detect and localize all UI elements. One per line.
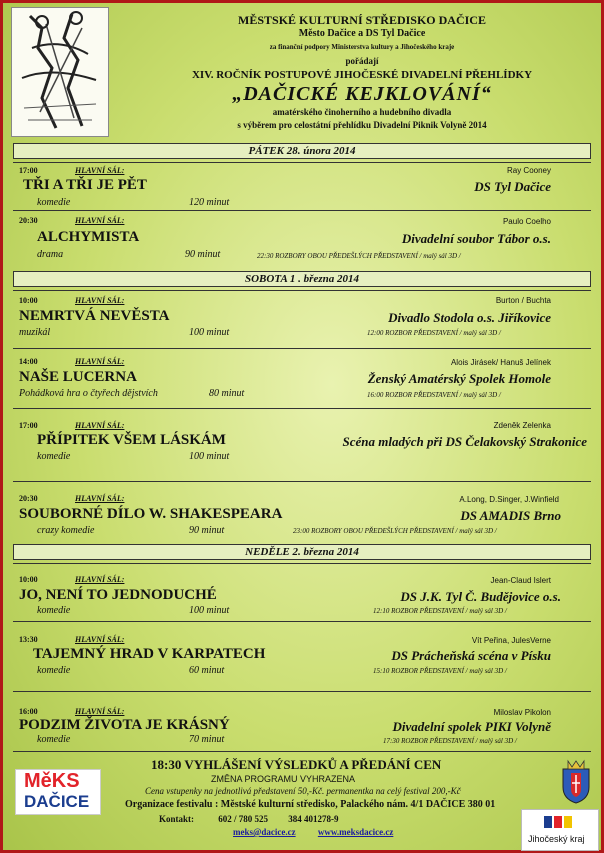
show-genre: Pohádková hra o čtyřech dějstvích <box>19 388 158 399</box>
show-ensemble: Divadelní soubor Tábor o.s. <box>401 231 551 246</box>
show-duration: 100 minut <box>189 451 230 462</box>
meks-logo-bottom: DAČICE <box>24 792 90 811</box>
show-duration: 100 minut <box>189 605 230 616</box>
show-time: 10:00 <box>19 575 38 584</box>
show-time: 17:00 <box>19 421 38 430</box>
region-logo-icon <box>522 812 598 834</box>
show-genre: muzikál <box>19 327 51 338</box>
show-title: NEMRTVÁ NEVĚSTA <box>19 308 170 324</box>
show-author: Vít Peřina, JulesVerne <box>471 636 551 645</box>
divider <box>13 563 591 564</box>
show-ensemble: Divadelní spolek PIKI Volyně <box>392 719 551 734</box>
divider <box>13 290 591 291</box>
show-time: 20:30 <box>19 216 38 225</box>
meks-logo-top: MěKS <box>24 770 80 792</box>
show-author: Ray Cooney <box>506 166 551 175</box>
co-organizer: Město Dačice a DS Tyl Dačice <box>298 28 426 39</box>
show-time: 10:00 <box>19 296 38 305</box>
show-ensemble: DS Prácheňská scéna v Písku <box>391 648 551 663</box>
divider <box>13 691 591 692</box>
show-title: ALCHYMISTA <box>37 229 140 245</box>
coat-of-arms-icon <box>559 759 593 805</box>
show-duration: 120 minut <box>189 197 230 208</box>
show-discussion: 12:10 ROZBOR PŘEDSTAVENÍ / malý sál 3D / <box>373 607 507 615</box>
divider <box>13 408 591 409</box>
show-duration: 70 minut <box>189 734 225 745</box>
ticket-prices: Cena vstupenky na jednotlivá představení 50,-Kč. permanentka na celý festival 200,-Kč <box>145 786 461 796</box>
contact-line <box>159 814 339 824</box>
show-author: Miloslav Pikolon <box>493 708 551 717</box>
show-discussion: 23:00 ROZBORY OBOU PŘEDEŠLÝCH PŘEDSTAVENÍ / malý sál 3D / <box>293 527 497 535</box>
show-duration: 60 minut <box>189 665 225 676</box>
festival-name: „DAČICKÉ KEJKLOVÁNÍ“ <box>232 83 492 105</box>
show-duration: 90 minut <box>185 249 221 260</box>
show-author: A.Long, D.Singer, J.Winfield <box>459 495 559 504</box>
organization-line: Organizace festivalu : Městské kulturní středisko, Palackého nám. 4/1 DAČICE 380 01 <box>125 799 496 810</box>
show-discussion: 17:30 ROZBOR PŘEDSTAVENÍ / malý sál 3D / <box>383 737 517 745</box>
divider <box>13 481 591 482</box>
festival-subtitle: amatérského činoherního a hudebního divadla <box>272 107 452 117</box>
contact-label: Kontakt: <box>159 814 195 824</box>
show-time: 17:00 <box>19 166 38 175</box>
show-ensemble: Ženský Amatérský Spolek Homole <box>367 371 551 386</box>
show-title: PŘÍPITEK VŠEM LÁSKÁM <box>37 432 226 448</box>
show-title: TAJEMNÝ HRAD V KARPATECH <box>33 646 266 662</box>
show-title: TŘI A TŘI JE PĚT <box>23 177 147 193</box>
show-genre: komedie <box>37 734 71 745</box>
day-saturday: SOBOTA 1 . března 2014 <box>13 271 591 287</box>
show-title: SOUBORNÉ DÍLO W. SHAKESPEARA <box>19 506 283 522</box>
show-discussion: 22:30 ROZBORY OBOU PŘEDEŠLÝCH PŘEDSTAVENÍ / malý sál 3D / <box>257 252 461 260</box>
region-logo-text: Jihočeský kraj <box>528 834 585 844</box>
organizer: MĚSTSKÉ KULTURNÍ STŘEDISKO DAČICE <box>238 13 486 27</box>
day-friday: PÁTEK 28. února 2014 <box>13 143 591 159</box>
show-hall: HLAVNÍ SÁL: <box>75 166 125 175</box>
show-time: 20:30 <box>19 494 38 503</box>
show-duration: 90 minut <box>189 525 225 536</box>
show-genre: komedie <box>37 665 71 676</box>
show-hall: HLAVNÍ SÁL: <box>75 575 125 584</box>
divider <box>13 210 591 211</box>
web-link[interactable]: www.meksdacice.cz <box>317 827 394 837</box>
show-hall: HLAVNÍ SÁL: <box>75 707 125 716</box>
show-discussion: 16:00 ROZBOR PŘEDSTAVENÍ / malý sál 3D / <box>367 391 501 399</box>
presents: pořádají <box>345 56 379 66</box>
show-hall: HLAVNÍ SÁL: <box>75 494 125 503</box>
phone-number-2: 384 401278-9 <box>288 814 339 824</box>
show-genre: komedie <box>37 605 71 616</box>
show-time: 16:00 <box>19 707 38 716</box>
show-genre: komedie <box>37 197 71 208</box>
show-time: 14:00 <box>19 357 38 366</box>
phone-number: 602 / 780 525 <box>218 814 269 824</box>
day-sunday: NEDĚLE 2. března 2014 <box>13 544 591 560</box>
region-logo <box>521 809 599 851</box>
show-genre: komedie <box>37 451 71 462</box>
show-hall: HLAVNÍ SÁL: <box>75 357 125 366</box>
show-ensemble: DS J.K. Tyl Č. Budějovice o.s. <box>400 589 561 604</box>
show-title: NAŠE LUCERNA <box>19 369 137 385</box>
show-author: Paulo Coelho <box>502 217 551 226</box>
show-ensemble: Divadlo Stodola o.s. Jiříkovice <box>388 310 551 325</box>
region-coat-of-arms <box>559 759 593 805</box>
support-line: za finanční podpory Ministerstva kultury a Jihočeského kraje <box>269 43 455 51</box>
show-ensemble: DS Tyl Dačice <box>474 179 551 194</box>
results-announcement: 18:30 VYHLÁŠENÍ VÝSLEDKŮ A PŘEDÁNÍ CEN <box>151 757 442 772</box>
festival-selection: s výběrem pro celostátní přehlídku Divadelní Piknik Volyně 2014 <box>237 120 487 130</box>
show-discussion: 12:00 ROZBOR PŘEDSTAVENÍ / malý sál 3D / <box>367 329 501 337</box>
contact-links <box>233 827 393 837</box>
show-ensemble: Scéna mladých při DS Čelakovský Strakonice <box>342 434 587 449</box>
show-hall: HLAVNÍ SÁL: <box>75 296 125 305</box>
divider <box>13 621 591 622</box>
show-genre: drama <box>37 249 64 260</box>
show-time: 13:30 <box>19 635 38 644</box>
show-title: JO, NENÍ TO JEDNODUCHÉ <box>19 587 217 603</box>
festival-line: XIV. ROČNÍK POSTUPOVÉ JIHOČESKÉ DIVADELNÍ PŘEHLÍDKY <box>191 69 533 81</box>
divider <box>13 751 591 752</box>
show-author: Burton / Buchta <box>495 296 551 305</box>
show-author: Jean-Claud Islert <box>490 576 551 585</box>
show-duration: 100 minut <box>189 327 230 338</box>
divider <box>13 348 591 349</box>
show-hall: HLAVNÍ SÁL: <box>75 421 125 430</box>
show-duration: 80 minut <box>209 388 245 399</box>
show-title: PODZIM ŽIVOTA JE KRÁSNÝ <box>19 717 230 733</box>
meks-logo <box>15 769 101 815</box>
email-link[interactable]: meks@dacice.cz <box>233 827 296 837</box>
show-hall: HLAVNÍ SÁL: <box>75 216 125 225</box>
show-genre: crazy komedie <box>37 525 95 536</box>
show-hall: HLAVNÍ SÁL: <box>75 635 125 644</box>
show-ensemble: DS AMADIS Brno <box>460 508 561 523</box>
show-author: Alois Jirásek/ Hanuš Jelínek <box>450 358 551 367</box>
show-discussion: 15:10 ROZBOR PŘEDSTAVENÍ / malý sál 3D / <box>373 667 507 675</box>
program-change: ZMĚNA PROGRAMU VYHRAZENA <box>211 774 356 784</box>
divider <box>13 162 591 163</box>
show-author: Zdeněk Zelenka <box>493 421 551 430</box>
